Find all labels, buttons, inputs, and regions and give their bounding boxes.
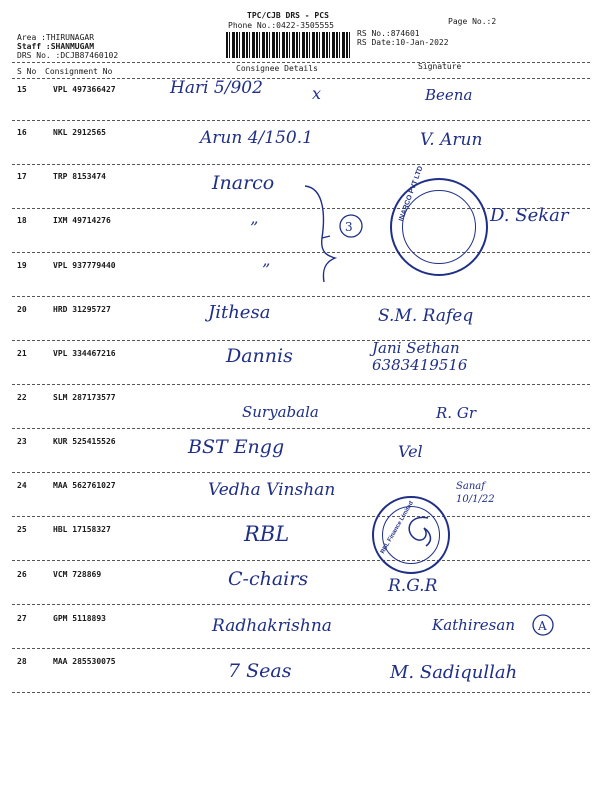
signature-24: Sanaf 10/1/22 [456,481,495,505]
signature-22: R. Gr [436,404,476,422]
signature-28: M. Sadiqullah [390,662,518,683]
row-27-sno: 27 [17,614,27,623]
row-divider [12,604,590,605]
signature-21: Jani Sethan 6383419516 [372,339,468,374]
column-sno: S No [17,67,37,76]
column-consignment: Consignment No [45,67,113,76]
row-19-sno: 19 [17,261,27,270]
drs-number: DRS No. :DCJB87460102 [17,51,119,60]
row-21-consignment: VPL 334467216 [53,349,116,358]
consignee-handwriting-21: Dannis [226,345,293,367]
row-divider [12,164,590,165]
signature-20: S.M. Rafeq [378,306,474,326]
rs-date: RS Date:10-Jan-2022 [357,38,449,47]
inarco-stamp [390,165,488,276]
row-19-consignment: VPL 937779440 [53,261,116,270]
signature-15: Beena [425,86,473,104]
row-divider [12,120,590,121]
signature-16: V. Arun [420,130,483,150]
row-20-consignment: HRD 31295727 [53,305,111,314]
row-22-consignment: SLM 287173577 [53,393,116,402]
row-24-sno: 24 [17,481,27,490]
consignee-handwriting-25: RBL [244,522,290,546]
row-23-sno: 23 [17,437,27,446]
consignee-handwriting-17: Inarco [212,172,275,194]
row-27-consignment: GPM 5118893 [53,614,106,623]
svg-text:A: A [538,619,547,633]
row-25-sno: 25 [17,525,27,534]
row-28-sno: 28 [17,657,27,666]
consignee-handwriting-16: Arun 4/150.1 [200,128,313,148]
staff-label: Staff : [17,42,51,51]
consignee-handwriting-27: Radhakrishna [212,616,332,636]
consignee-handwriting-24: Vedha Vinshan [208,480,336,500]
report-title: TPC/CJB DRS - PCS [247,11,329,20]
ditto-mark-18: ” [250,218,259,237]
row-divider [12,516,590,517]
signature-23: Vel [398,442,423,461]
signature-26: R.G.R [388,576,438,596]
rs-number: RS No.:874601 [357,29,420,38]
consignee-handwriting-28: 7 Seas [228,660,292,682]
row-22-sno: 22 [17,393,27,402]
signature-25-scribble [400,510,440,550]
row-divider [12,648,590,649]
row-18-sno: 18 [17,216,27,225]
row-18-consignment: IXM 49714276 [53,216,111,225]
page-number: Page No.:2 [448,17,497,26]
grouping-brace [300,178,370,288]
column-divider [12,78,590,79]
tick-mark: x [312,84,322,103]
signature-18: D. Sekar [490,205,569,226]
signature-27: Kathiresan [432,616,515,634]
consignee-handwriting-20: Jithesa [208,302,271,323]
phone-number: Phone No.:0422-3505555 [228,21,334,30]
staff-name: SHANMUGAM [50,42,95,51]
consignee-handwriting-26: C-chairs [228,568,309,590]
row-28-consignment: MAA 285530075 [53,657,116,666]
row-26-consignment: VCM 728869 [53,570,102,579]
row-15-consignment: VPL 497366427 [53,85,116,94]
ditto-mark-19: ” [262,260,271,279]
column-consignee: Consignee Details [236,64,318,73]
consignee-handwriting-15: Hari 5/902 [170,78,263,98]
circled-mark-27 [530,612,556,638]
barcode-image [226,32,352,58]
row-23-consignment: KUR 525415526 [53,437,116,446]
row-16-sno: 16 [17,128,27,137]
row-17-sno: 17 [17,172,27,181]
inarco-stamp-text: INARCO PVT LTD [398,165,425,223]
row-21-sno: 21 [17,349,27,358]
column-signature: Signature [418,62,462,71]
row-divider [12,560,590,561]
consignee-handwriting-22: Suryabala [242,403,319,421]
row-25-consignment: HBL 17158327 [53,525,111,534]
row-24-consignment: MAA 562761027 [53,481,116,490]
row-divider [12,428,590,429]
row-divider [12,384,590,385]
header-divider [12,62,590,63]
row-20-sno: 20 [17,305,27,314]
row-17-consignment: TRP 8153474 [53,172,106,181]
consignee-handwriting-23: BST Engg [188,436,285,458]
svg-text:3: 3 [345,220,353,234]
row-16-consignment: NKL 2912565 [53,128,106,137]
rbl-stamp-text: RBL Finance Limited [380,500,415,555]
row-divider [12,692,590,693]
row-15-sno: 15 [17,85,27,94]
row-divider [12,472,590,473]
row-26-sno: 26 [17,570,27,579]
staff [17,42,94,51]
area: Area :THIRUNAGAR [17,33,95,42]
row-divider [12,296,590,297]
